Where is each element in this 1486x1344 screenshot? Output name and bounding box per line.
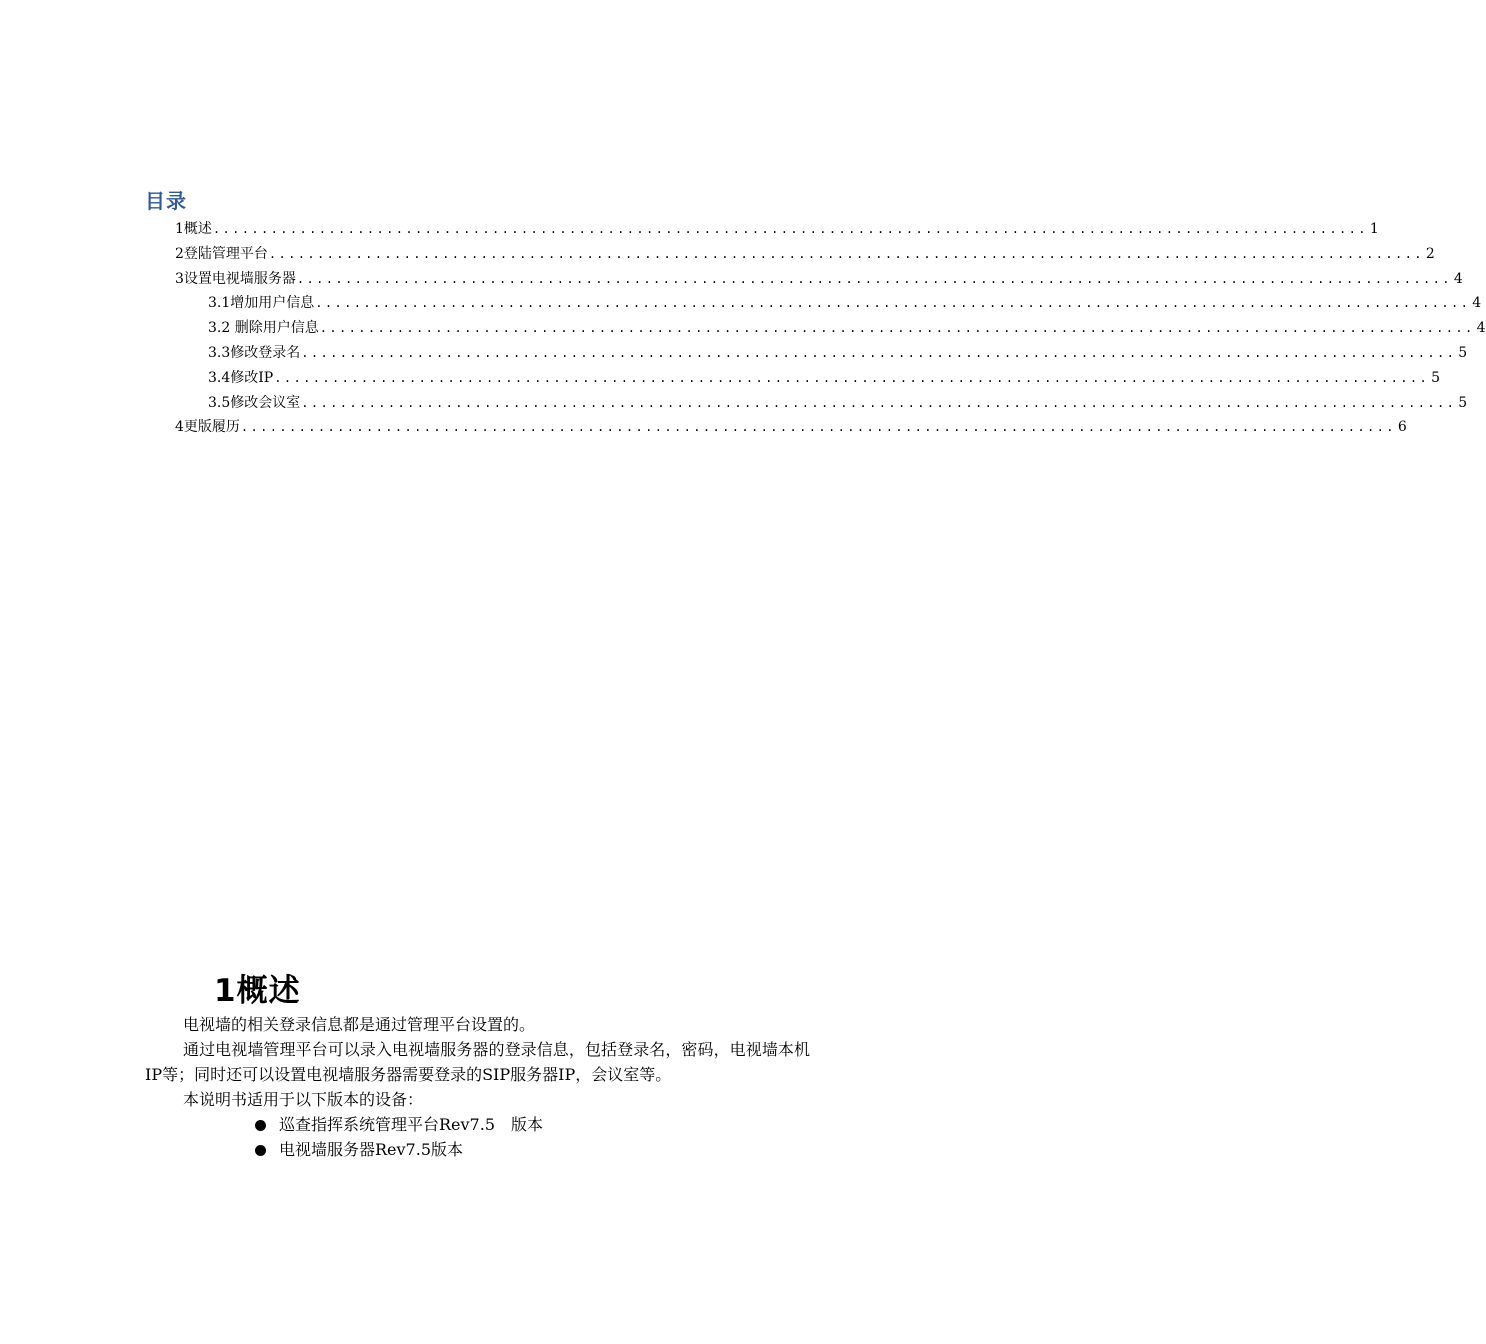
toc-leader-dots: ........................................................................................................................ <box>296 271 1452 286</box>
toc-entry[interactable] <box>175 268 1463 290</box>
toc-entry-label: 2登陆管理平台 <box>175 245 268 262</box>
toc-entry[interactable] <box>175 218 1379 240</box>
toc-entry-page: 6 <box>1397 419 1407 436</box>
section-body <box>145 1012 810 1162</box>
toc-heading: 目录 <box>145 189 187 213</box>
list-item-text: 巡查指挥系统管理平台Rev7.5 版本 <box>279 1115 544 1134</box>
toc-entry[interactable] <box>208 292 1482 314</box>
toc-entry-label: 1概述 <box>175 221 212 237</box>
bullet-list <box>145 1112 810 1162</box>
toc-leader-dots: ........................................................................................................................ <box>212 222 1368 236</box>
toc-entry[interactable] <box>208 392 1468 414</box>
toc-entry[interactable] <box>175 416 1407 438</box>
toc-entry-page: 4 <box>1453 270 1463 287</box>
list-item <box>145 1137 810 1162</box>
body-paragraph: 通过电视墙管理平台可以录入电视墙服务器的登录信息，包括登录名，密码，电视墙本机IP等；同时还可以设置电视墙服务器需要登录的SIP服务器IP，会议室等。 <box>145 1040 810 1084</box>
toc-leader-dots: ........................................................................................................................ <box>268 246 1424 261</box>
section-title: 1概述 <box>214 973 301 1009</box>
toc-leader-dots: ........................................................................................................................ <box>319 321 1475 336</box>
toc-entry-label: 4更版履历 <box>175 419 240 436</box>
toc-entry-label: 3.5修改会议室 <box>208 394 301 411</box>
toc-entry-page: 2 <box>1425 245 1435 262</box>
toc-entry-page: 5 <box>1431 369 1441 386</box>
list-item <box>145 1112 810 1137</box>
toc-leader-dots: ........................................................................................................................ <box>301 395 1457 410</box>
toc-entry-label: 3设置电视墙服务器 <box>175 270 296 287</box>
toc-entry[interactable] <box>208 367 1441 389</box>
toc-entry-label: 3.1增加用户信息 <box>208 295 315 312</box>
toc-entry-label: 3.4修改IP <box>208 369 274 386</box>
toc-entry[interactable] <box>208 342 1468 364</box>
bullet-icon <box>255 1145 266 1156</box>
body-paragraph: 本说明书适用于以下版本的设备： <box>183 1090 424 1109</box>
toc-entry-label: 3.3修改登录名 <box>208 345 301 361</box>
toc-leader-dots: ........................................................................................................................ <box>274 370 1430 385</box>
toc-entry-page: 5 <box>1458 345 1468 361</box>
list-item-text: 电视墙服务器Rev7.5版本 <box>279 1140 464 1159</box>
toc-entry-page: 4 <box>1472 295 1482 312</box>
toc-entry-page: 4 <box>1476 320 1486 337</box>
toc-entry[interactable] <box>208 317 1486 339</box>
toc-entry[interactable] <box>175 243 1435 265</box>
toc-leader-dots: ........................................................................................................................ <box>301 346 1457 360</box>
toc-entry-page: 1 <box>1369 221 1379 237</box>
toc-entry-page: 5 <box>1458 394 1468 411</box>
toc-entry-label: 3.2 删除用户信息 <box>208 320 319 337</box>
bullet-icon <box>255 1120 266 1131</box>
body-paragraph: 电视墙的相关登录信息都是通过管理平台设置的。 <box>183 1015 536 1034</box>
toc-leader-dots: ........................................................................................................................ <box>315 296 1471 311</box>
toc-leader-dots: ........................................................................................................................ <box>240 420 1396 435</box>
